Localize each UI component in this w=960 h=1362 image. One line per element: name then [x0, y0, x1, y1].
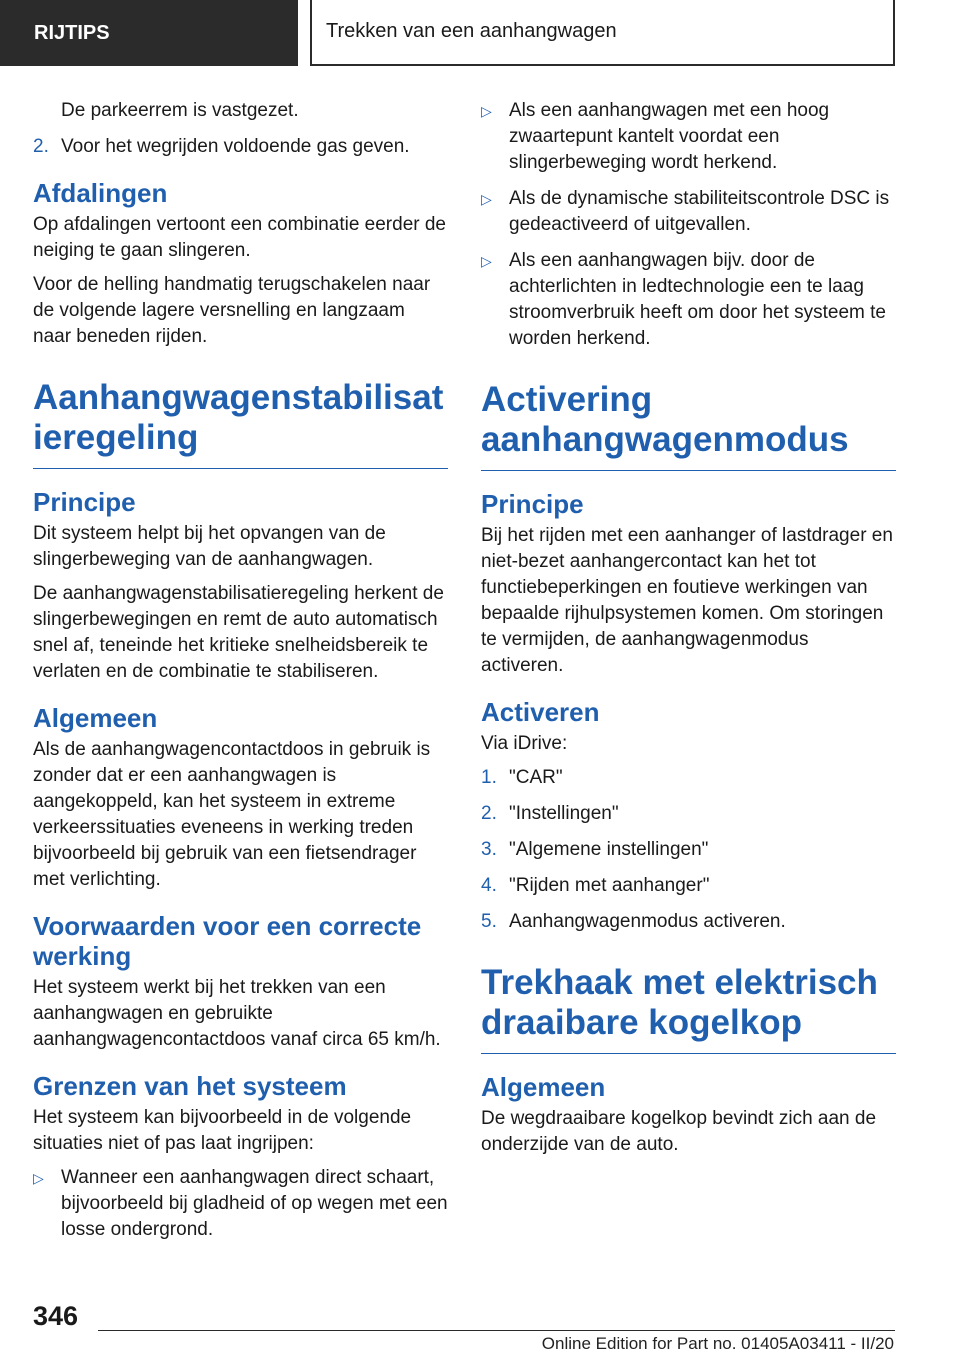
step-item: [481, 873, 896, 899]
algemeen-heading: Algemeen: [33, 703, 158, 733]
algemeen-heading: Algemeen: [481, 1072, 606, 1102]
paragraph: Op afdalingen vertoont een combinatie eerder de neiging te gaan slingeren.: [33, 214, 446, 261]
paragraph: Voor de helling handmatig terugschakelen naar de volgende lagere versnelling en langzaam naar beneden rijden.: [33, 274, 431, 347]
stabilisatie-heading: Aanhangwagenstabilisatieregeling: [33, 378, 448, 469]
step-number: 3.: [481, 839, 497, 860]
principe-heading: Principe: [33, 487, 136, 517]
grenzen-heading: Grenzen van het systeem: [33, 1071, 347, 1101]
bullet-item: [481, 186, 896, 238]
edition-note: Online Edition for Part no. 01405A03411 - II/20: [541, 1334, 894, 1353]
paragraph: Als de aanhangwagencontactdoos in gebruik is zonder dat er een aanhangwagen is aangekoppeld, kan het systeem in extreme verkeerssituaties eveneens in werking treden bijvoorbeeld bij gebruik van een fietsendrager met verlichting.: [33, 739, 431, 890]
right-column: [481, 98, 896, 1166]
list-item: [33, 98, 448, 124]
paragraph: Dit systeem helpt bij het opvangen van de slingerbeweging van de aanhangwagen.: [33, 523, 386, 570]
bullet-text: Als een aanhangwagen met een hoog zwaartepunt kantelt voordat een slingerbeweging wordt herkend.: [509, 100, 830, 173]
step-number: 2.: [481, 803, 497, 824]
left-column: [33, 98, 448, 1253]
triangle-bullet-icon: ▷: [481, 103, 492, 119]
bullet-item: [33, 1165, 448, 1243]
triangle-bullet-icon: ▷: [33, 1170, 44, 1186]
bullet-text: Als de dynamische stabiliteitscontrole DSC is gedeactiveerd of uitgevallen.: [509, 188, 890, 235]
bullet-item: [481, 98, 896, 176]
step-text: "Algemene instellingen": [509, 839, 709, 860]
step-number: 4.: [481, 875, 497, 896]
step-item: [481, 801, 896, 827]
bullet-text: Wanneer een aanhangwagen direct schaart, bijvoorbeeld bij gladheid of op wegen met een losse ondergrond.: [61, 1167, 448, 1240]
step-item: [481, 909, 896, 935]
list-item-text: Voor het wegrijden voldoende gas geven.: [61, 136, 410, 157]
chapter-tab: [310, 0, 895, 66]
paragraph: De wegdraaibare kogelkop bevindt zich aan de onderzijde van de auto.: [481, 1108, 877, 1155]
step-text: "Rijden met aanhanger": [509, 875, 710, 896]
step-text: "Instellingen": [509, 803, 619, 824]
bullet-text: Als een aanhangwagen bijv. door de achterlichten in ledtechnologie een te laag stroomverbruik heeft om door het systeem te worden herkend.: [509, 250, 886, 349]
step-number: 1.: [481, 767, 497, 788]
step-number: 5.: [481, 911, 497, 932]
bullet-item: [481, 248, 896, 352]
triangle-bullet-icon: ▷: [481, 191, 492, 207]
footer-divider: [98, 1330, 895, 1331]
section-tab: [0, 0, 298, 66]
list-item-text: De parkeerrem is vastgezet.: [61, 100, 299, 121]
section-title: RIJTIPS: [34, 22, 110, 44]
trekhaak-heading: Trekhaak met elektrisch draaibare kogelkop: [481, 963, 896, 1054]
step-item: [481, 765, 896, 791]
activeren-heading: Activeren: [481, 697, 600, 727]
page-number: 346: [33, 1301, 79, 1331]
list-item: [33, 134, 448, 160]
voorwaarden-heading: Voorwaarden voor een correcte werking: [33, 911, 422, 971]
step-text: Aanhangwagenmodus activeren.: [509, 911, 786, 932]
principe-heading: Principe: [481, 489, 584, 519]
chapter-title: Trekken van een aanhangwagen: [326, 20, 617, 42]
paragraph: Bij het rijden met een aanhanger of lastdrager en niet-bezet aanhangercontact kan het tot functiebeperkingen en foutieve werkingen van bepaalde rijhulpsystemen komen. Om storingen te vermijden, de aanhangwagenmodus activeren.: [481, 525, 893, 676]
list-number: 2.: [33, 136, 49, 157]
afdalingen-heading: Afdalingen: [33, 178, 168, 208]
paragraph: Het systeem kan bijvoorbeeld in de volgende situaties niet of pas laat ingrijpen:: [33, 1107, 412, 1154]
paragraph: De aanhangwagenstabilisatieregeling herkent de slingerbewegingen en remt de auto automatisch snel af, teneinde het kritieke snelheidsbereik te verlaten en de combinatie te stabiliseren.: [33, 583, 444, 682]
activering-heading: Activering aanhangwagenmodus: [481, 380, 896, 471]
step-text: "CAR": [509, 767, 563, 788]
paragraph: Het systeem werkt bij het trekken van een aanhangwagen en gebruikte aanhangwagencontactdoos vanaf circa 65 km/h.: [33, 977, 441, 1050]
paragraph: Via iDrive:: [481, 733, 568, 754]
triangle-bullet-icon: ▷: [481, 253, 492, 269]
step-item: [481, 837, 896, 863]
